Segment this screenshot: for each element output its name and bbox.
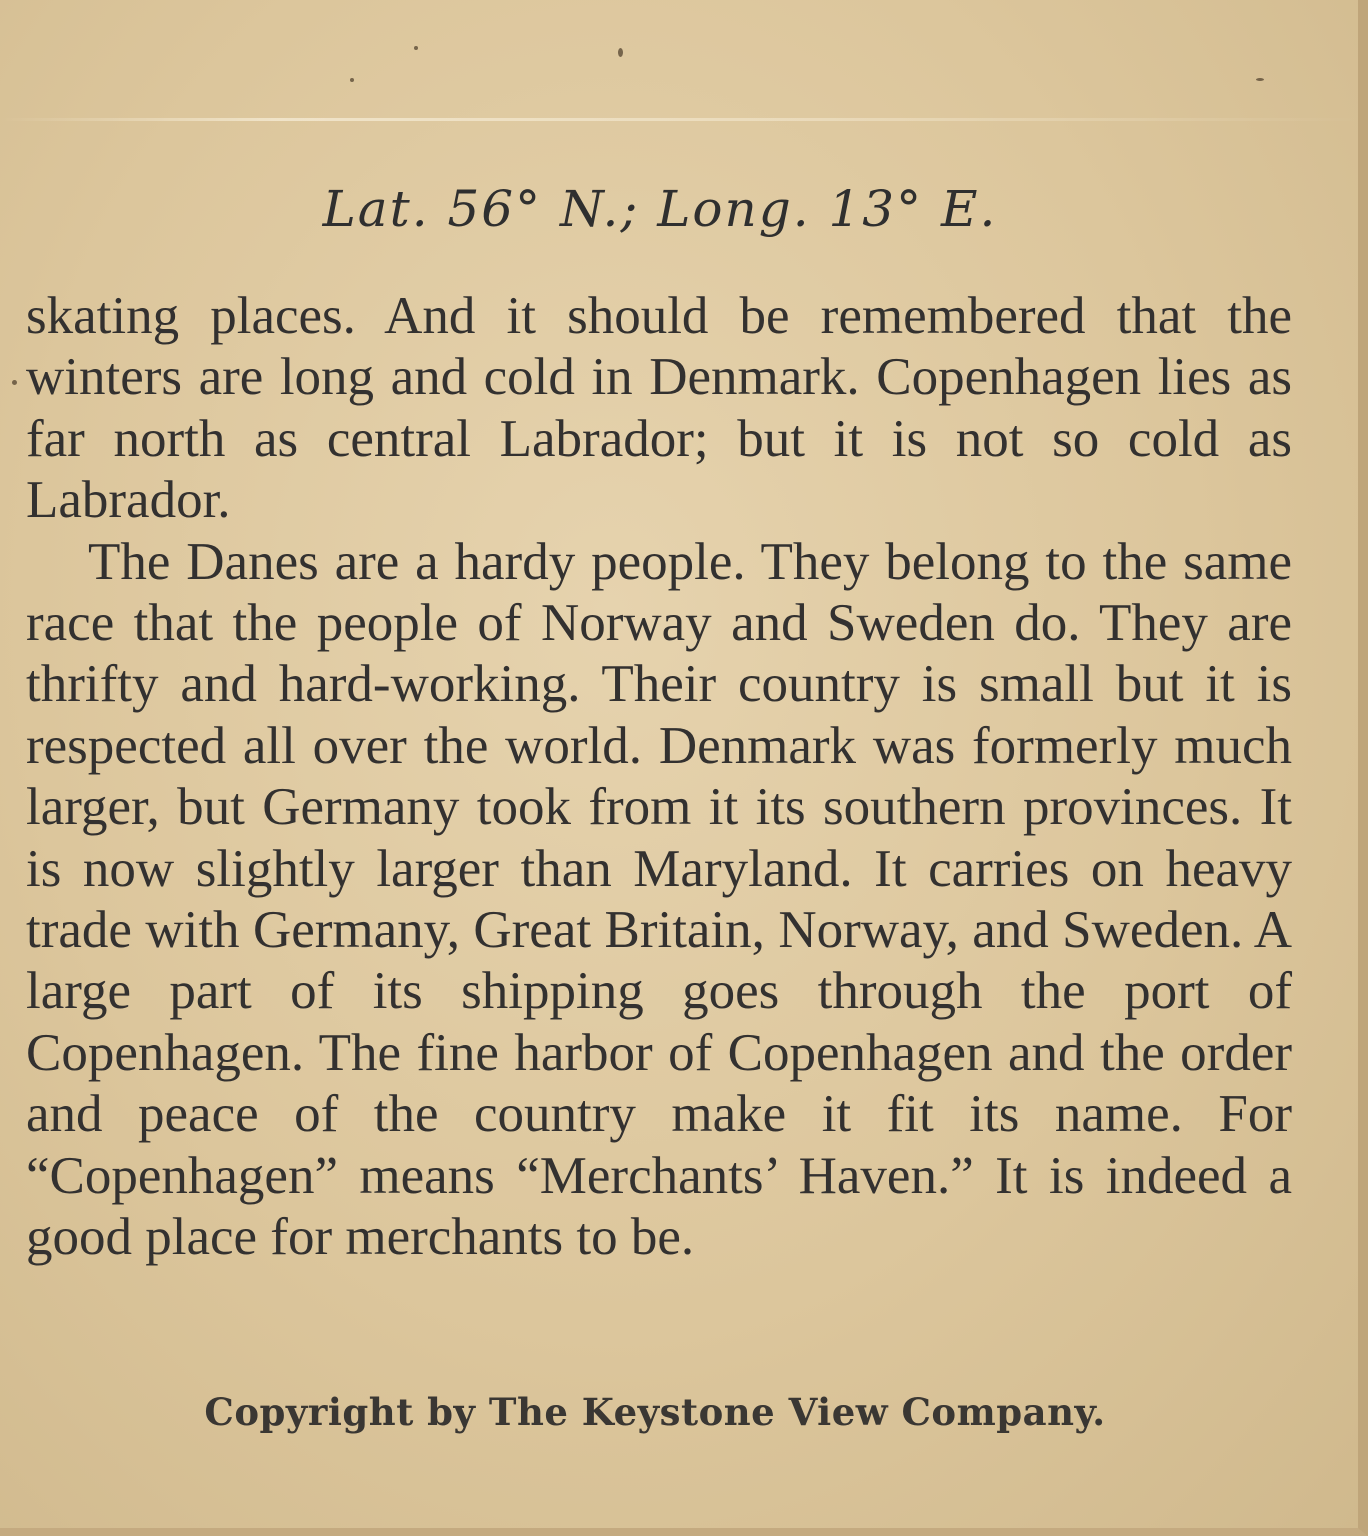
paper-speck	[12, 380, 17, 385]
paper-speck	[414, 46, 418, 50]
body-text	[26, 286, 1292, 1269]
paper-speck	[1256, 78, 1264, 81]
paragraph-2: The Danes are a hardy people. They belong to the same race that the people of Norway and Sweden do. They are thrifty and hard-working. Their country is small but it is respected all over the world. Denmark was formerly much larger, but Germany took from it its southern provinces. It is now slightly larger than Maryland. It carries on heavy trade with Germany, Great Britain, Norway, and Sweden. A large part of its shipping goes through the port of Copenhagen. The fine harbor of Copenhagen and the order and peace of the country make it fit its name. For “Copenhagen” means “Merchants’ Haven.” It is indeed a good place for merchants to be.	[26, 532, 1292, 1267]
paragraph-1: skating places. And it should be remembered that the winters are long and cold in Denmark. Copenhagen lies as far north as central Labrador; but it is not so cold as Labrador.	[26, 287, 1292, 530]
coordinates-heading: Lat. 56° N.; Long. 13° E.	[322, 180, 998, 238]
copyright-line: Copyright by The Keystone View Company.	[204, 1390, 1106, 1434]
paper-speck	[350, 78, 354, 82]
paper-speck	[618, 48, 623, 57]
paper-crease	[0, 118, 1368, 121]
